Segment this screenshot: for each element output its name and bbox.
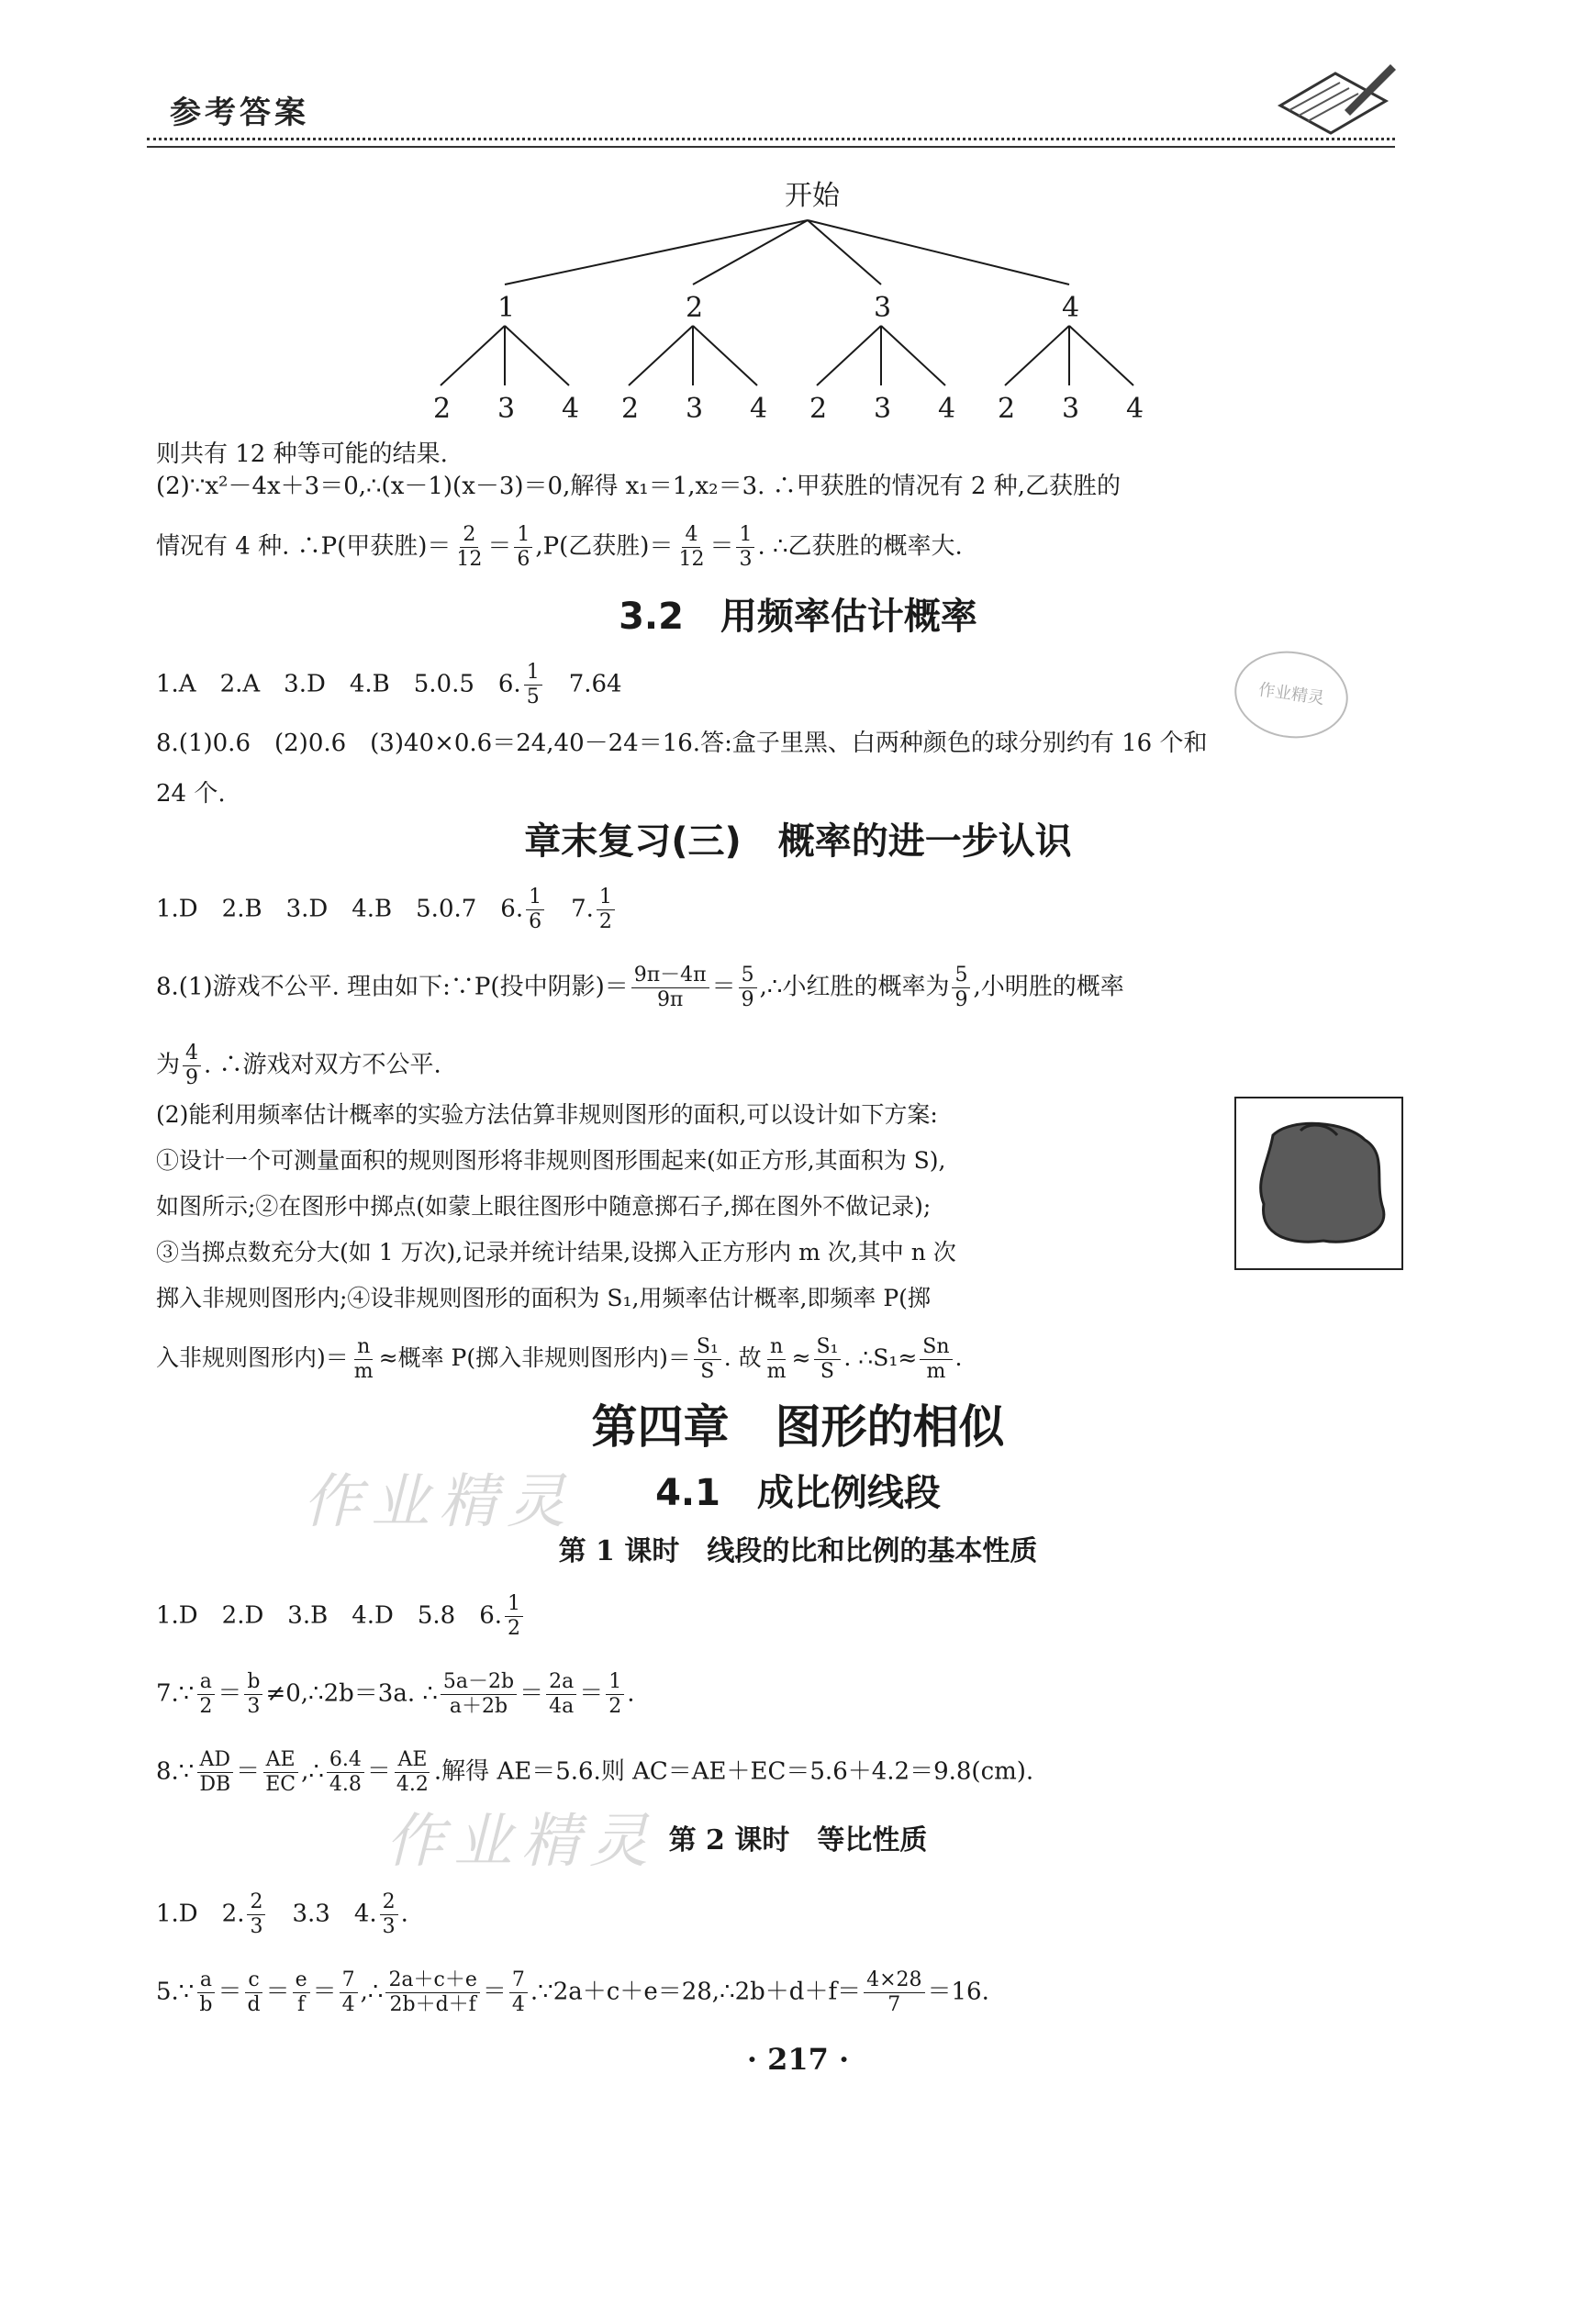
text-span: ＝ — [236, 1757, 261, 1786]
text-span: ＝ — [218, 1679, 242, 1708]
fraction: $\frac{7}{4}$ — [509, 1968, 528, 2017]
answer-line — [156, 1592, 526, 1641]
fraction: $\frac{1}{2}$ — [597, 886, 615, 934]
fraction: $\frac{5a-2b}{a+2b}$ — [441, 1670, 517, 1719]
text-span: 8.(1)游戏不公平. 理由如下:∵P(投中阴影)＝ — [156, 973, 629, 1001]
text-line: ③当掷点数充分大(如 1 万次),记录并统计结果,设掷入正方形内 m 次,其中 n 次 — [156, 1239, 956, 1265]
section-title: 4.1 成比例线段 — [655, 1472, 941, 1514]
text-span: 7.64 — [544, 670, 622, 698]
answer-line: 8.(1)0.6 (2)0.6 (3)40×0.6＝24,40－24＝16.答:盒子里黑、白两种颜色的球分别约有 16 个和 — [156, 730, 1208, 757]
text-line: (2)能利用频率估计概率的实验方法估算非规则图形的面积,可以设计如下方案: — [156, 1101, 938, 1128]
text-span: 7. — [547, 895, 594, 923]
text-span: ＝ — [709, 532, 734, 561]
text-line: 如图所示;②在图形中掷点(如蒙上眼往图形中随意掷石子,掷在图外不做记录); — [156, 1193, 932, 1220]
text-span: . ∴游戏对双方不公平. — [204, 1051, 441, 1079]
text-span: ,小明胜的概率 — [973, 973, 1124, 1001]
answer-line — [156, 1968, 989, 2017]
fraction: $\frac{1}{3}$ — [736, 523, 754, 572]
text-span: 1.D 2. — [156, 1900, 245, 1928]
text-span: ＝16. — [927, 1978, 989, 2006]
fraction: $\frac{1}{2}$ — [606, 1670, 624, 1719]
text-span: 5.∵ — [156, 1978, 195, 2006]
fraction: $\frac{9\pi-4\pi}{9\pi}$ — [631, 964, 709, 1012]
fraction: $\frac{2}{3}$ — [380, 1890, 398, 1939]
text-span: 为 — [156, 1051, 181, 1079]
text-line: 则共有 12 种等可能的结果. — [156, 440, 448, 468]
answer-line — [156, 886, 618, 934]
text-span: 入非规则图形内)＝ — [156, 1344, 349, 1371]
fraction: $\frac{1}{6}$ — [526, 886, 544, 934]
answer-line: 24 个. — [156, 780, 226, 808]
tree-edges-root — [505, 220, 1069, 284]
fraction: $\frac{2}{3}$ — [247, 1890, 265, 1939]
fraction: $\frac{2a}{4a}$ — [546, 1670, 576, 1719]
fraction: $\frac{Sn}{m}$ — [920, 1335, 952, 1384]
tree-edges-level2 — [441, 326, 1133, 385]
answer-line — [156, 661, 622, 709]
fraction: $\frac{AE}{4.2}$ — [396, 1748, 429, 1796]
tree-leaf: 2 — [809, 393, 828, 425]
fraction: $\frac{n}{m}$ — [766, 1335, 787, 1383]
text-span: . ∴S₁≈ — [843, 1344, 918, 1371]
lesson-title: 第 2 课时 等比性质 — [668, 1824, 928, 1856]
tree-level2 — [433, 393, 1144, 425]
text-span: ＝ — [487, 532, 512, 561]
fraction: $\frac{5}{9}$ — [739, 964, 757, 1012]
tree-node-2: 2 — [686, 292, 704, 324]
tree-leaf: 2 — [433, 393, 452, 425]
text-span: ＝ — [265, 1978, 290, 2006]
fraction: $\frac{AE}{EC}$ — [262, 1748, 298, 1797]
tree-node-1: 1 — [497, 292, 516, 324]
header-rule — [147, 138, 1395, 148]
tree-leaf: 2 — [621, 393, 640, 425]
fraction: $\frac{4\times 28}{7}$ — [864, 1968, 924, 2017]
fraction: $\frac{b}{3}$ — [244, 1670, 262, 1719]
text-span: 1.A 2.A 3.D 4.B 5.0.5 6. — [156, 670, 521, 698]
fraction: $\frac{c}{d}$ — [244, 1968, 262, 2017]
text-span: ≠0,∴2b＝3a. ∴ — [265, 1679, 438, 1708]
text-line: (2)∵x²－4x＋3＝0,∴(x－1)(x－3)＝0,解得 x₁＝1,x₂＝3. ∴甲获胜的情况有 2 种,乙获胜的 — [156, 473, 1121, 500]
chapter-title: 第四章 图形的相似 — [591, 1400, 1005, 1454]
tree-node-3: 3 — [874, 292, 892, 324]
tree-diagram — [404, 170, 1193, 436]
text-span: 1.D 2.B 3.D 4.B 5.0.7 6. — [156, 895, 524, 923]
text-span: ＝ — [366, 1757, 391, 1786]
text-span: ＝ — [312, 1978, 337, 2006]
text-span: .解得 AE＝5.6.则 AC＝AE＋EC＝5.6＋4.2＝9.8(cm). — [433, 1757, 1034, 1786]
text-span: ≈ — [791, 1344, 811, 1371]
tree-leaf: 3 — [686, 393, 704, 425]
tree-leaf: 3 — [874, 393, 892, 425]
text-line — [156, 1335, 963, 1384]
fraction: $\frac{n}{m}$ — [353, 1335, 374, 1383]
text-span: 情况有 4 种. ∴P(甲获胜)＝ — [156, 532, 452, 561]
fraction: $\frac{1}{2}$ — [505, 1592, 523, 1641]
fraction: $\frac{a}{2}$ — [196, 1670, 215, 1719]
fraction: $\frac{5}{9}$ — [952, 964, 970, 1012]
text-span: 1.D 2.D 3.B 4.D 5.8 6. — [156, 1601, 503, 1630]
irregular-shape — [1236, 1098, 1401, 1268]
text-span: ,∴小红胜的概率为 — [759, 973, 950, 1001]
fraction: $\frac{1}{6}$ — [514, 523, 532, 572]
text-span: ＝ — [579, 1679, 604, 1708]
text-span: ,∴ — [360, 1978, 384, 2006]
watermark: 作业精灵 — [303, 1468, 575, 1536]
pencil-notebook-icon — [1271, 55, 1400, 138]
text-span: 3.3 4. — [268, 1900, 377, 1928]
tree-leaf: 2 — [998, 393, 1016, 425]
fraction: $\frac{4}{9}$ — [183, 1042, 201, 1090]
text-span: ＝ — [711, 973, 736, 1001]
text-span: . 故 — [723, 1344, 762, 1371]
text-span: . ∴乙获胜的概率大. — [757, 532, 963, 561]
text-span: . — [627, 1679, 635, 1708]
text-span: ,P(乙获胜)＝ — [535, 532, 674, 561]
stamp-seal: 作业精灵 — [1229, 644, 1354, 745]
text-span: ≈概率 P(掷入非规则图形内)＝ — [378, 1344, 691, 1371]
irregular-shape-figure — [1234, 1097, 1403, 1270]
text-span: .∵2a＋c＋e＝28,∴2b＋d＋f＝ — [530, 1978, 862, 2006]
fraction: $\frac{a}{b}$ — [196, 1968, 215, 2017]
fraction: $\frac{2a+c+e}{2b+d+f}$ — [385, 1968, 479, 2017]
tree-leaf: 4 — [750, 393, 768, 425]
text-line: 掷入非规则图形内;④设非规则图形的面积为 S₁,用频率估计概率,即频率 P(掷 — [156, 1285, 931, 1311]
tree-leaf: 3 — [497, 393, 516, 425]
fraction: $\frac{AD}{DB}$ — [196, 1748, 233, 1797]
fraction: $\frac{7}{4}$ — [340, 1968, 358, 2017]
chapter-review-title: 章末复习(三) 概率的进一步认识 — [524, 820, 1072, 863]
fraction: $\frac{6.4}{4.8}$ — [327, 1748, 364, 1797]
tree-leaf: 4 — [1126, 393, 1144, 425]
header-title: 参考答案 — [170, 95, 309, 131]
fraction: $\frac{1}{5}$ — [524, 661, 542, 709]
text-span: ＝ — [218, 1978, 242, 2006]
fraction: $\frac{2}{12}$ — [456, 523, 483, 571]
text-span: ＝ — [519, 1679, 544, 1708]
lesson-title: 第 1 课时 线段的比和比例的基本性质 — [558, 1535, 1038, 1567]
answer-line — [156, 1670, 635, 1719]
text-line: ①设计一个可测量面积的规则图形将非规则图形围起来(如正方形,其面积为 S), — [156, 1147, 946, 1174]
text-span: . — [954, 1344, 963, 1371]
tree-leaf: 4 — [562, 393, 580, 425]
page-number: · 217 · — [746, 2042, 850, 2077]
fraction: $\frac{4}{12}$ — [678, 523, 705, 571]
watermark: 作业精灵 — [385, 1808, 657, 1876]
text-span: 7.∵ — [156, 1679, 195, 1708]
tree-level1 — [497, 292, 1079, 324]
answer-line — [156, 1748, 1033, 1797]
fraction: $\frac{\text{S₁}}{S}$ — [814, 1335, 842, 1384]
fraction: $\frac{e}{f}$ — [293, 1968, 310, 2017]
tree-root: 开始 — [785, 180, 840, 212]
text-line — [156, 523, 963, 572]
text-span: ＝ — [482, 1978, 507, 2006]
answer-line — [156, 964, 1124, 1012]
section-title: 3.2 用频率估计概率 — [619, 596, 977, 638]
fraction: $\frac{\text{S₁}}{S}$ — [694, 1335, 721, 1384]
answer-line — [156, 1042, 441, 1090]
text-span: . — [400, 1900, 408, 1928]
text-span: 8.∵ — [156, 1757, 195, 1786]
tree-node-4: 4 — [1062, 292, 1080, 324]
tree-leaf: 3 — [1062, 393, 1080, 425]
text-span: ,∴ — [301, 1757, 324, 1786]
answer-line — [156, 1890, 408, 1939]
tree-leaf: 4 — [938, 393, 956, 425]
